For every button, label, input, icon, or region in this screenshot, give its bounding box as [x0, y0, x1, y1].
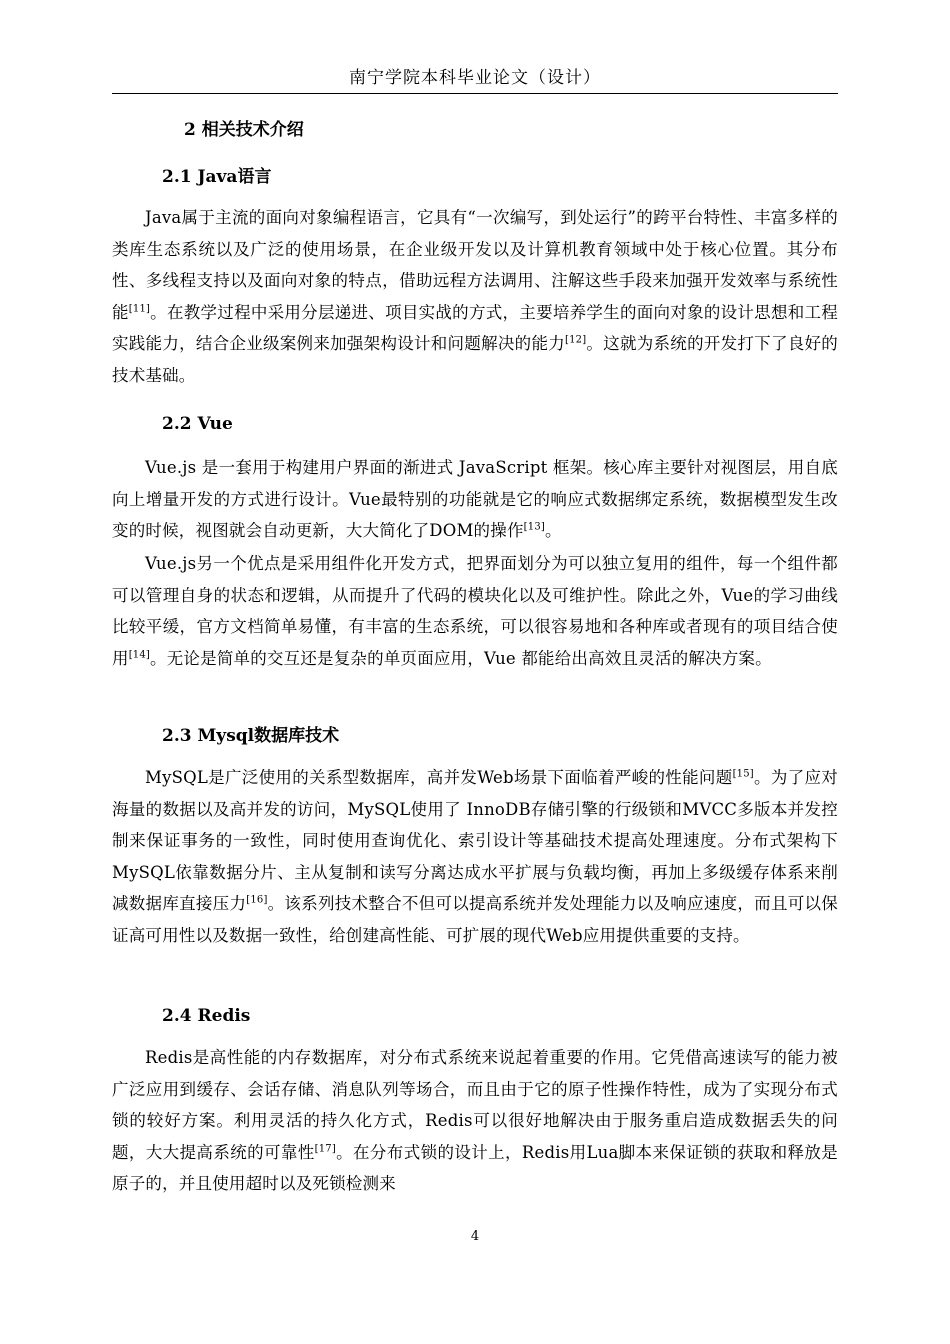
citation: [11]: [128, 303, 151, 314]
paragraph-text: 。无论是简单的交互还是复杂的单页面应用，Vue 都能给出高效且灵活的解决方案。: [150, 648, 772, 668]
running-header: 南宁学院本科毕业论文（设计）: [349, 68, 601, 88]
subsection-heading-mysql: 2.3 Mysql数据库技术: [162, 726, 340, 746]
paragraph-java: [112, 202, 838, 391]
header-rule: [112, 93, 838, 94]
section-heading: 2 相关技术介绍: [184, 120, 304, 140]
paragraph-text: MySQL是广泛使用的关系型数据库，高并发Web场景下面临着严峻的性能问题: [145, 768, 733, 787]
paragraph-vue-1: [112, 452, 838, 547]
citation: [14]: [128, 649, 151, 660]
paragraph-text: Vue.js 是一套用于构建用户界面的渐进式 JavaScript 框架。核心库主要针对视图层，用自底向上增量开发的方式进行设计。Vue最特别的功能就是它的响应式数据绑定系统，数据模型发生改变的时候，视图就会自动更新，大大简化了DOM的操作: [112, 458, 838, 540]
paragraph-text: 。这就为系统的开发打下了良好的技术基础。: [112, 334, 838, 385]
paragraph-redis: [112, 1042, 838, 1200]
subsection-heading-redis: 2.4 Redis: [162, 1006, 251, 1026]
subsection-heading-java: 2.1 Java语言: [162, 167, 272, 187]
paragraph-mysql: [112, 762, 838, 951]
paragraph-vue-2: [112, 548, 838, 674]
paragraph-text: 。: [544, 521, 562, 540]
paragraph-text: 。为了应对海量的数据以及高并发的访问，MySQL使用了 InnoDB存储引擎的行级锁和MVCC多版本并发控制来保证事务的一致性，同时使用查询优化、索引设计等基础技术提高处理速度。分布式架构下MySQL依靠数据分片、主从复制和读写分离达成水平扩展与负载均衡，再加上多级缓存体系来削减数据库直接压力: [112, 768, 838, 913]
paragraph-text: 。在分布式锁的设计上，Redis用Lua脚本来保证锁的获取和释放是原子的，并且使用超时以及死锁检测来: [112, 1142, 838, 1193]
subsection-heading-vue: 2.2 Vue: [162, 414, 233, 434]
citation: [16]: [246, 894, 268, 906]
paragraph-text: Java属于主流的面向对象编程语言，它具有“一次编写，到处运行”的跨平台特性、丰富多样的类库生态系统以及广泛的使用场景，在企业级开发以及计算机教育领域中处于核心位置。其分布性、多线程支持以及面向对象的特点，借助远程方法调用、注解这些手段来加强开发效率与系统性能: [112, 208, 838, 322]
citation: [15]: [732, 768, 754, 780]
page-number: 4: [470, 1229, 480, 1244]
citation: [17]: [314, 1143, 336, 1154]
paragraph-text: Vue.js另一个优点是采用组件化开发方式，把界面划分为可以独立复用的组件，每一个组件都可以管理自身的状态和逻辑，从而提升了代码的模块化以及可维护性。除此之外，Vue的学习曲线比较平缓，官方文档简单易懂，有丰富的生态系统，可以很容易地和各种库或者现有的项目结合使用: [112, 554, 838, 668]
citation: [12]: [565, 334, 587, 346]
paragraph-text: 。在教学过程中采用分层递进、项目实战的方式，主要培养学生的面向对象的设计思想和工程实践能力，结合企业级案例来加强架构设计和问题解决的能力: [112, 302, 838, 353]
citation: [13]: [523, 521, 545, 533]
paragraph-text: Redis是高性能的内存数据库，对分布式系统来说起着重要的作用。它凭借高速读写的能力被广泛应用到缓存、会话存储、消息队列等场合，而且由于它的原子性操作特性，成为了实现分布式锁的较好方案。利用灵活的持久化方式，Redis可以很好地解决由于服务重启造成数据丢失的问题，大大提高系统的可靠性: [112, 1048, 838, 1162]
paragraph-text: 。该系列技术整合不但可以提高系统并发处理能力以及响应速度，而且可以保证高可用性以及数据一致性，给创建高性能、可扩展的现代Web应用提供重要的支持。: [112, 894, 838, 945]
